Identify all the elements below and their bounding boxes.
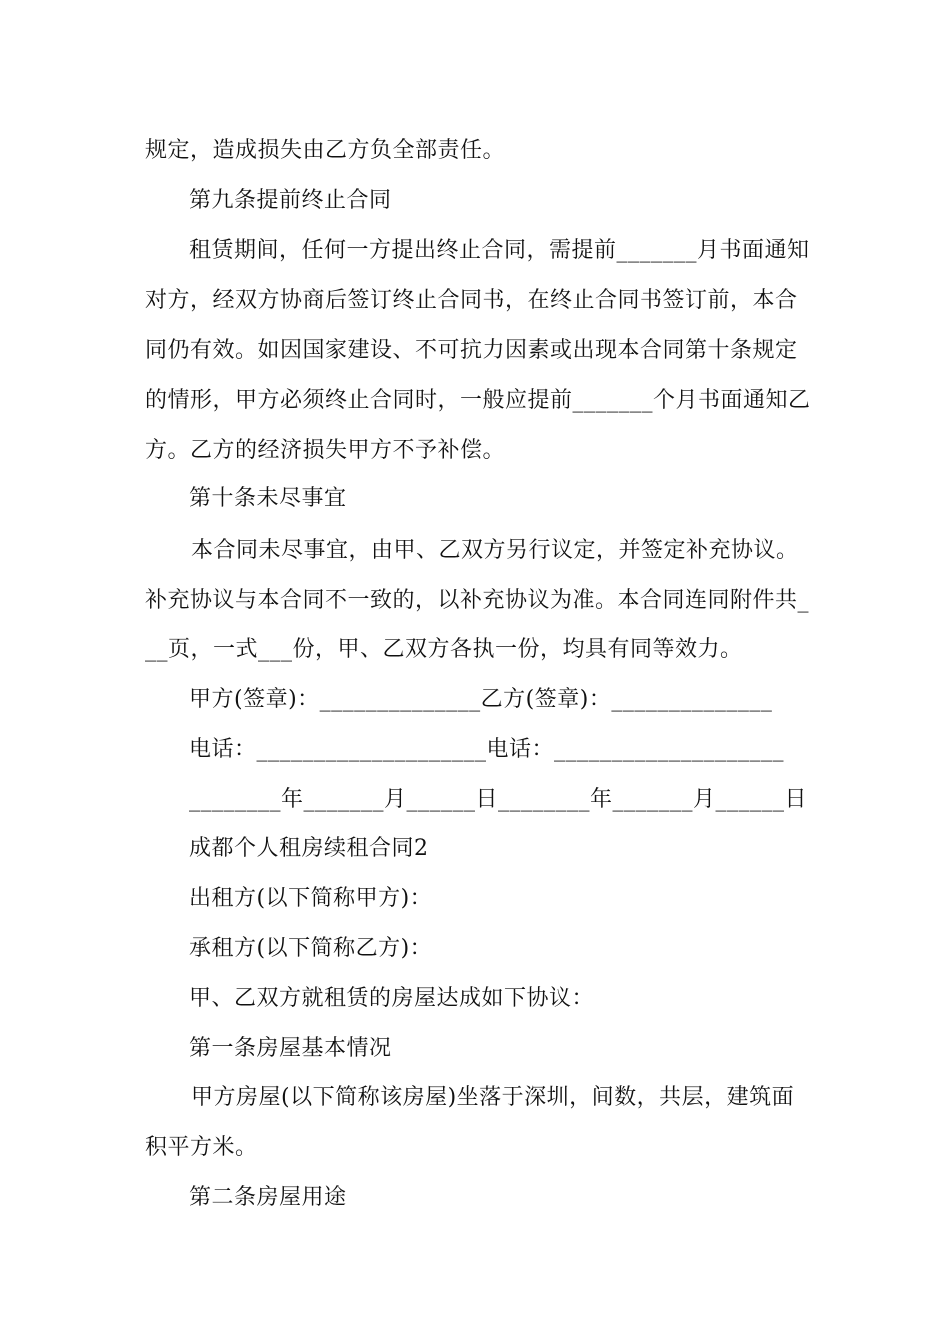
paragraph-line: 甲、乙双方就租赁的房屋达成如下协议： bbox=[189, 986, 595, 1011]
paragraph-line: 同仍有效。如因国家建设、不可抗力因素或出现本合同第十条规定 bbox=[145, 338, 798, 363]
signature-line: 甲方(签章)：______________乙方(签章)：______________ bbox=[189, 687, 773, 712]
article-heading: 第一条房屋基本情况 bbox=[189, 1036, 392, 1061]
paragraph-line: 方。乙方的经济损失甲方不予补偿。 bbox=[145, 438, 506, 463]
paragraph-line: 的情形，甲方必须终止合同时，一般应提前_______个月书面通知乙 bbox=[145, 388, 811, 413]
paragraph-line: 租赁期间，任何一方提出终止合同，需提前_______月书面通知 bbox=[189, 238, 810, 263]
paragraph-line: 对方，经双方协商后签订终止合同书，在终止合同书签订前，本合 bbox=[145, 288, 798, 313]
paragraph-line: 本合同未尽事宜，由甲、乙双方另行议定，并签定补充协议。 bbox=[191, 538, 799, 563]
paragraph-line: 积平方米。 bbox=[145, 1135, 258, 1160]
lessee-line: 承租方(以下简称乙方)： bbox=[189, 936, 433, 961]
article-heading: 第十条未尽事宜 bbox=[189, 486, 347, 511]
paragraph-line: 补充协议与本合同不一致的，以补充协议为准。本合同连同附件共_ bbox=[145, 588, 810, 613]
paragraph-line: 规定，造成损失由乙方负全部责任。 bbox=[145, 138, 506, 163]
paragraph-line: 甲方房屋(以下简称该房屋)坐落于深圳，间数，共层，建筑面 bbox=[191, 1085, 795, 1110]
phone-line: 电话：____________________电话：____________________ bbox=[189, 737, 785, 762]
date-line: ________年_______月______日________年_______月______日 bbox=[189, 787, 808, 812]
paragraph-line: __页，一式___份，甲、乙双方各执一份，均具有同等效力。 bbox=[145, 637, 743, 662]
lessor-line: 出租方(以下简称甲方)： bbox=[189, 886, 433, 911]
article-heading: 第二条房屋用途 bbox=[189, 1185, 347, 1210]
article-heading: 第九条提前终止合同 bbox=[189, 188, 392, 213]
contract-title: 成都个人租房续租合同2 bbox=[189, 836, 429, 861]
